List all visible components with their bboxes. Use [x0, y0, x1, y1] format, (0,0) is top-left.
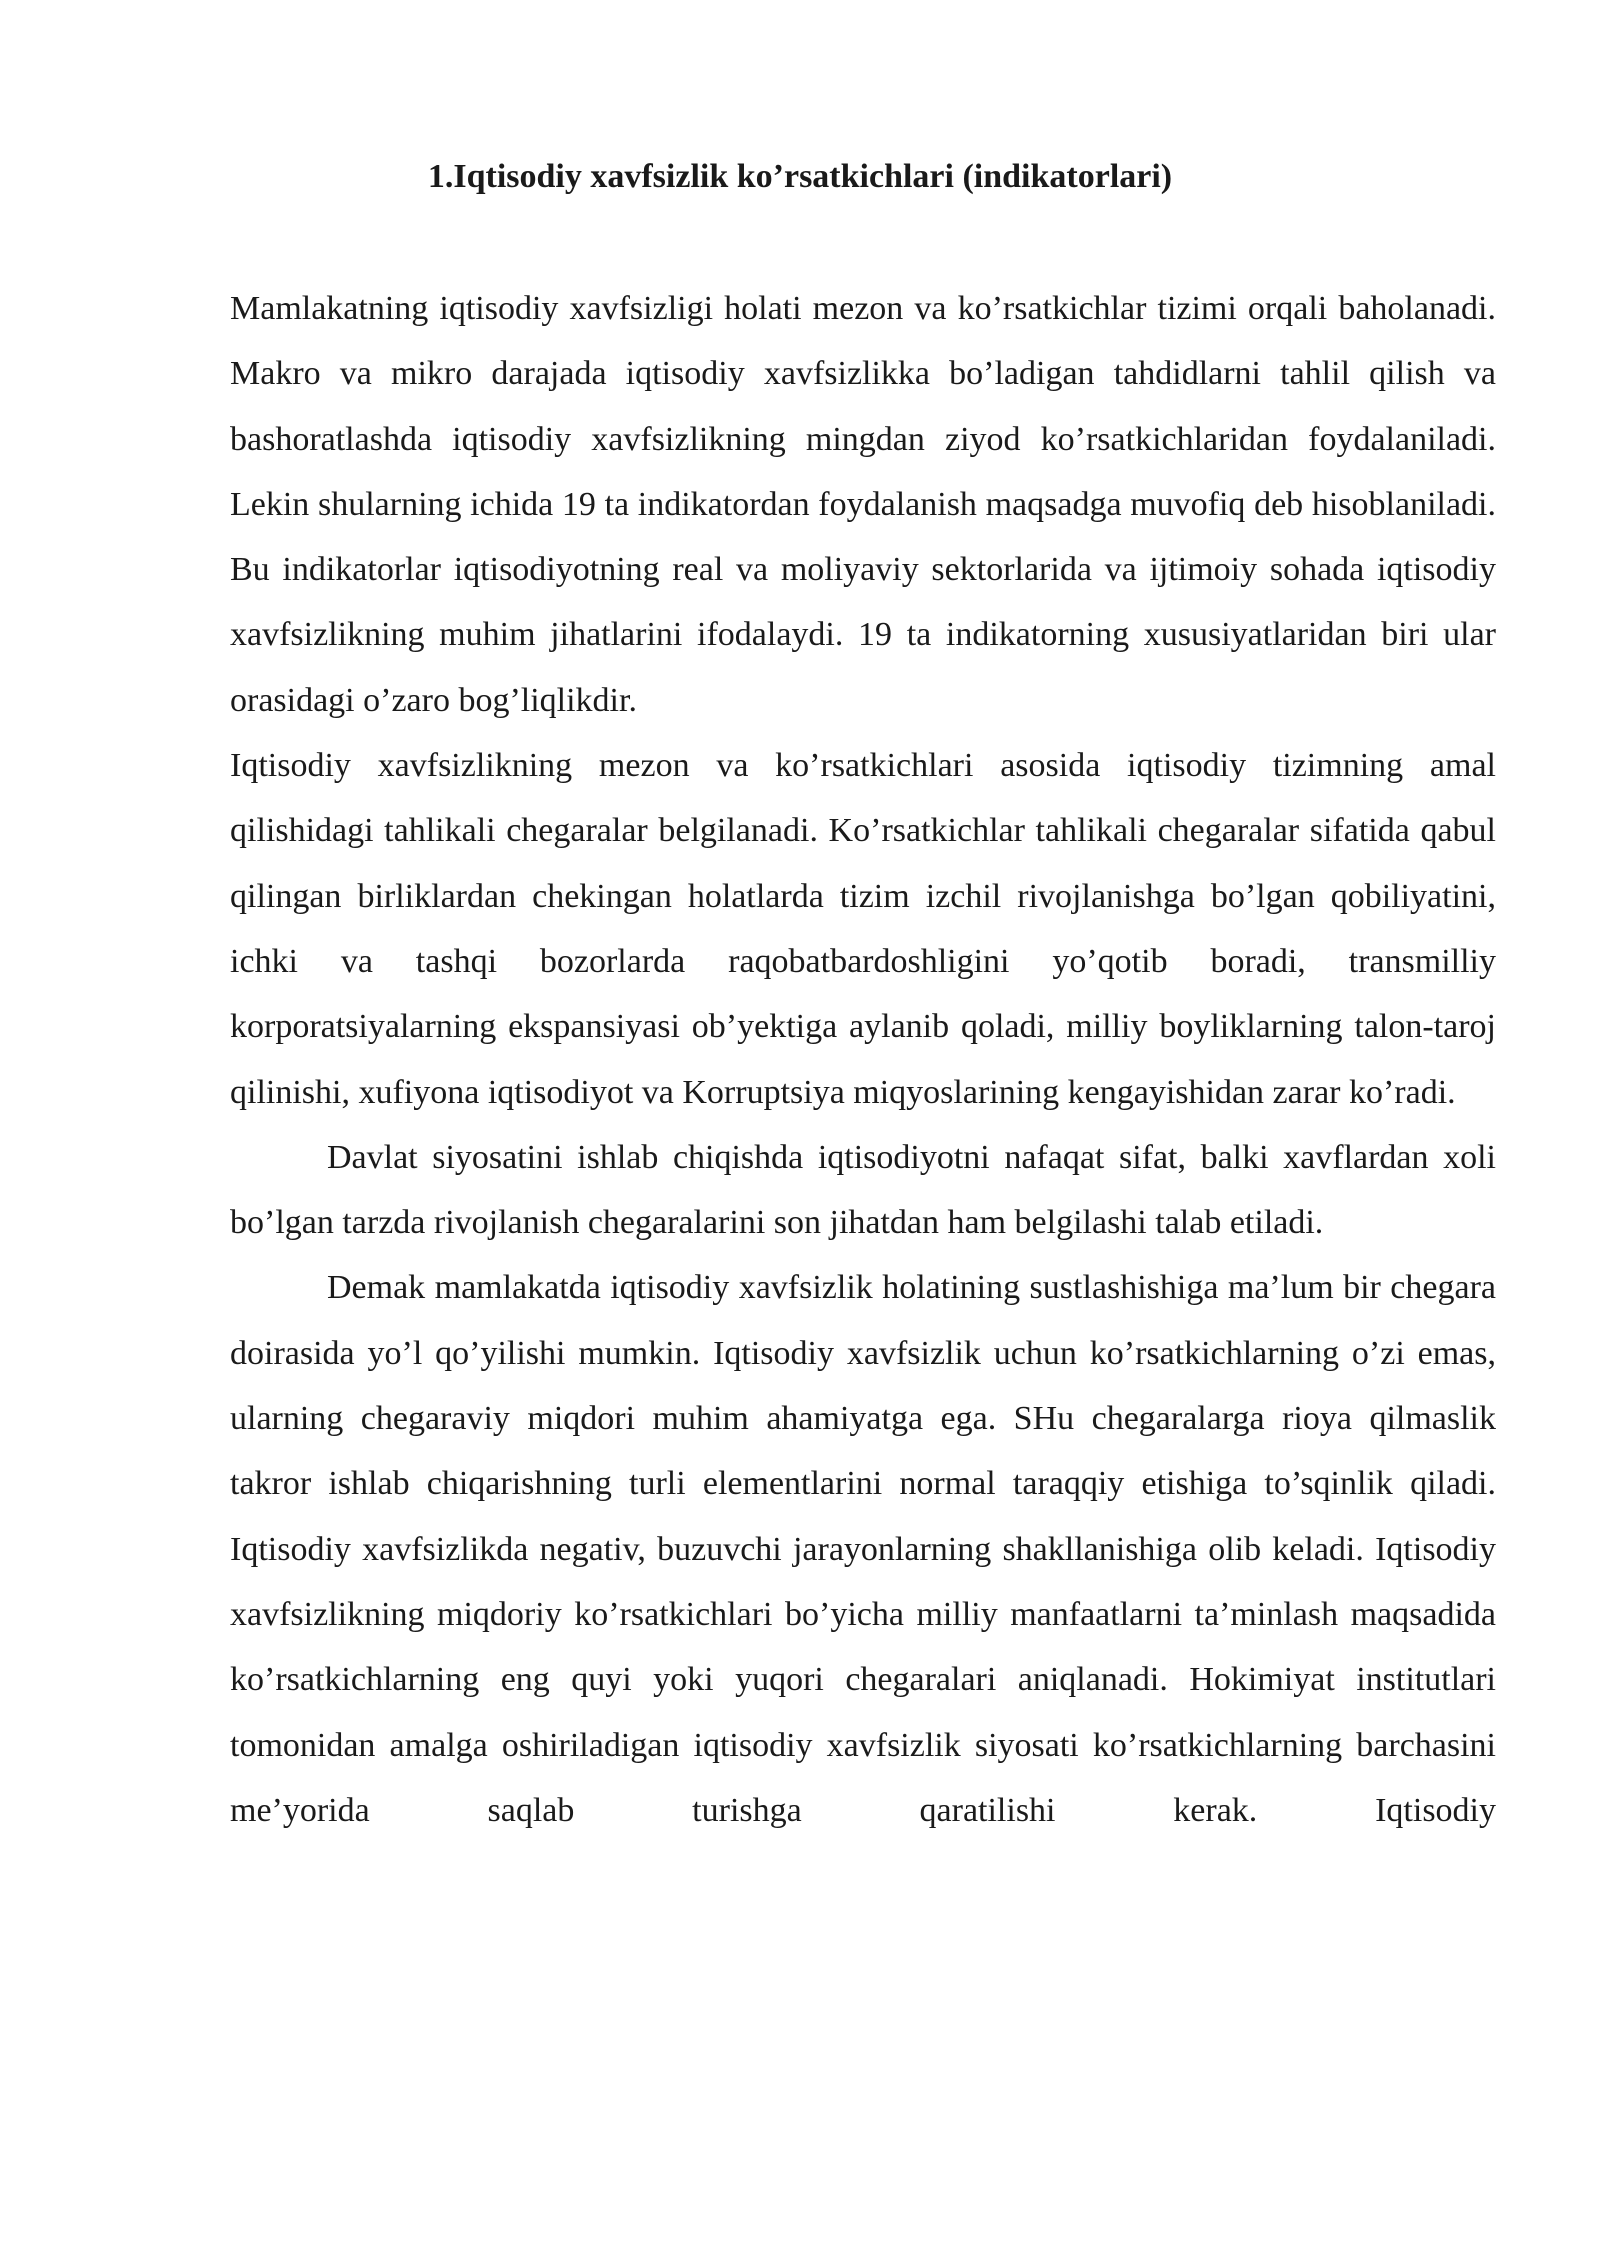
document-body: [230, 276, 1496, 1843]
document-title: 1.Iqtisodiy xavfsizlik ko’rsatkichlari (indikatorlari): [427, 158, 1173, 195]
paragraph-3: Davlat siyosatini ishlab chiqishda iqtisodiyotni nafaqat sifat, balki xavflardan xoli bo’lgan tarzda rivojlanish chegaralarini son jihatdan ham belgilashi talab etiladi.: [230, 1138, 1496, 1242]
paragraph-2: Iqtisodiy xavfsizlikning mezon va ko’rsatkichlari asosida iqtisodiy tizimning amal qilishidagi tahlikali chegaralar belgilanadi. Ko’rsatkichlar tahlikali chegaralar sifatida qabul qilingan birliklardan chekingan holatlarda tizim izchil rivojlanishga bo’lgan qobiliyatini, ichki va tashqi bozorlarda raqobatbardoshligini yo’qotib boradi, transmilliy korporatsiyalarning ekspansiyasi ob’yektiga aylanib qoladi, milliy boyliklarning talon-taroj qilinishi, xufiyona iqtisodiyot va Korruptsiya miqyoslarining kengayishidan zarar ko’radi.: [230, 747, 1496, 1111]
paragraph-1: Mamlakatning iqtisodiy xavfsizligi holati mezon va ko’rsatkichlar tizimi orqali baholanadi. Makro va mikro darajada iqtisodiy xavfsizlikka bo’ladigan tahdidlarni tahlil qilish va bashoratlashda iqtisodiy xavfsizlikning mingdan ziyod ko’rsatkichlaridan foydalaniladi. Lekin shularning ichida 19 ta indikatordan foydalanish maqsadga muvofiq deb hisoblaniladi. Bu indikatorlar iqtisodiyotning real va moliyaviy sektorlarida va ijtimoiy sohada iqtisodiy xavfsizlikning muhim jihatlarini ifodalaydi. 19 ta indikatorning xususiyatlaridan biri ular orasidagi o’zaro bog’liqlikdir.: [230, 290, 1496, 719]
paragraph-4: Demak mamlakatda iqtisodiy xavfsizlik holatining sustlashishiga ma’lum bir chegara doirasida yo’l qo’yilishi mumkin. Iqtisodiy xavfsizlik uchun ko’rsatkichlarning o’zi emas, ularning chegaraviy miqdori muhim ahamiyatga ega. SHu chegaralarga rioya qilmaslik takror ishlab chiqarishning turli elementlarini normal taraqqiy etishiga to’sqinlik qiladi. Iqtisodiy xavfsizlikda negativ, buzuvchi jarayonlarning shakllanishiga olib keladi. Iqtisodiy xavfsizlikning miqdoriy ko’rsatkichlari bo’yicha milliy manfaatlarni ta’minlash maqsadida ko’rsatkichlarning eng quyi yoki yuqori chegaralari aniqlanadi. Hokimiyat institutlari tomonidan amalga oshiriladigan iqtisodiy xavfsizlik siyosati ko’rsatkichlarning barchasini me’yorida saqlab turishga qaratilishi kerak. Iqtisodiy: [230, 1269, 1496, 1829]
